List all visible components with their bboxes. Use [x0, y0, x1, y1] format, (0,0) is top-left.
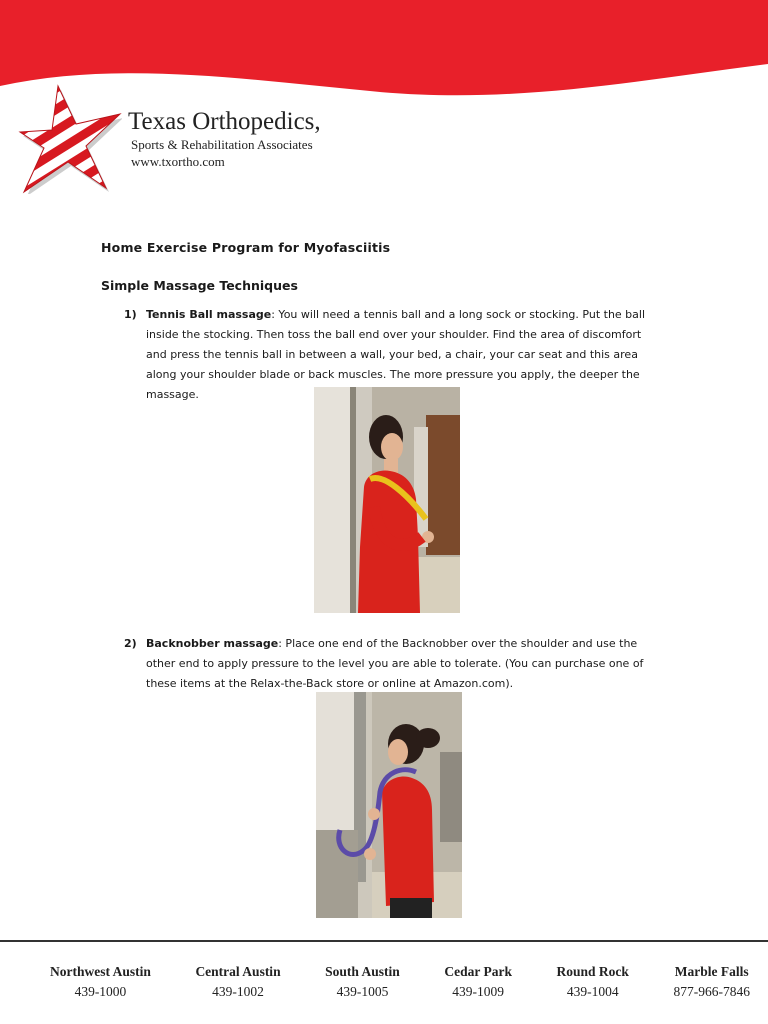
star-icon	[18, 84, 122, 194]
location-name: Central Austin	[195, 964, 281, 979]
list-item	[124, 634, 664, 694]
logo-subtitle: Sports & Rehabilitation Associates	[131, 137, 313, 152]
footer-locations	[50, 964, 750, 1000]
location-name: Round Rock	[556, 964, 629, 979]
backnobber-massage-photo	[316, 692, 462, 918]
location-name: Northwest Austin	[50, 964, 151, 979]
item-number: 2)	[124, 637, 137, 650]
footer-divider	[0, 940, 768, 942]
item-text: : You will need a tennis ball and a long sock or stocking. Put the ball inside the stocking. Then toss the ball end over your shoulder. Find the area of discomfort and press the tennis ball in between a wall, your bed, a chair, your car seat and this area along your shoulder blade or back muscles. The more pressure you apply, the deeper the massage.	[146, 308, 646, 401]
location-northwest-austin	[50, 964, 151, 1000]
location-central-austin	[195, 964, 280, 1000]
section-heading: Simple Massage Techniques	[101, 278, 298, 293]
location-phone: 439-1004	[566, 984, 619, 999]
location-phone: 439-1009	[452, 984, 505, 999]
location-round-rock	[557, 964, 629, 1000]
item-label: Tennis Ball massage	[146, 308, 272, 321]
location-phone: 877-966-7846	[673, 984, 750, 999]
logo	[128, 108, 321, 170]
item-text: : Place one end of the Backnobber over the shoulder and use the other end to apply pressure to the level you are able to tolerate. (You can purchase one of these items at the Relax-the-Back store or online at Amazon.com).	[146, 637, 644, 690]
location-phone: 439-1002	[212, 984, 264, 999]
location-name: Cedar Park	[444, 964, 512, 979]
location-name: Marble Falls	[674, 964, 749, 979]
item-label: Backnobber massage	[146, 637, 279, 650]
location-phone: 439-1005	[336, 984, 389, 999]
location-marble-falls	[673, 964, 750, 1000]
location-cedar-park	[444, 964, 512, 1000]
location-south-austin	[325, 964, 400, 1000]
location-phone: 439-1000	[74, 984, 127, 999]
tennis-ball-massage-photo	[314, 387, 460, 613]
logo-url: www.txortho.com	[131, 154, 225, 169]
logo-name: Texas Orthopedics,	[128, 108, 321, 135]
location-name: South Austin	[325, 964, 400, 979]
document-title: Home Exercise Program for Myofasciitis	[101, 240, 391, 255]
item-number: 1)	[124, 308, 137, 321]
